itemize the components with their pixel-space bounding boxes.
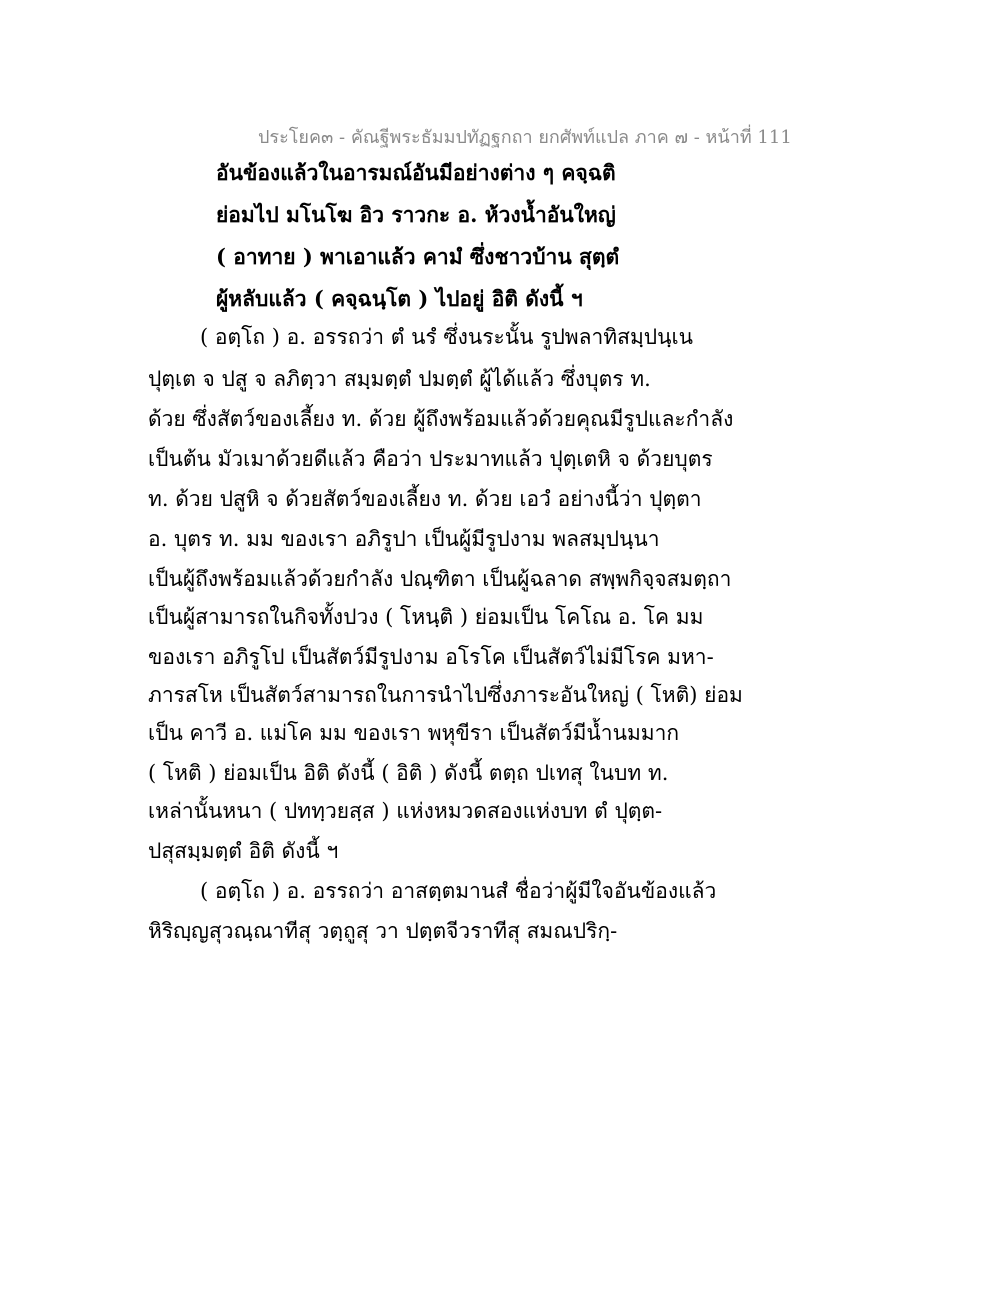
para2-line-2: หิริญฺญสุวณฺณาทีสุ วตฺถูสุ วา ปตฺตจีวราทีสุ สมณปริกฺ- <box>148 919 618 943</box>
body-line-11: เป็น คาวี อ. แม่โค มม ของเรา พหุขีรา เป็นสัตว์มีน้ำนมมาก <box>148 721 680 745</box>
body-line-14: ปสุสมฺมตฺตํ อิติ ดังนี้ ฯ <box>148 839 339 863</box>
body-line-2: ปุตฺเต จ ปสู จ ลภิตฺวา สมฺมตฺตํ ปมตฺตํ ผู้ได้แล้ว ซึ่งบุตร ท. <box>148 367 651 391</box>
bold-line-1: อันข้องแล้วในอารมณ์อันมีอย่างต่าง ๆ คจฺฉติ <box>216 160 616 185</box>
body-line-10: ภารสโห เป็นสัตว์สามารถในการนำไปซึ่งภาระอันใหญ่ ( โหติ) ย่อม <box>148 683 743 707</box>
para2-line-1: ( อตฺโถ ) อ. อรรถว่า อาสตฺตมานสํ ชื่อว่าผู้มีใจอันข้องแล้ว <box>200 879 717 903</box>
page-header: ประโยค๓ - คัณฐีพระธัมมปทัฏฐกถา ยกศัพท์แปล ภาค ๗ - หน้าที่ 111 <box>258 127 792 148</box>
body-line-9: ของเรา อภิรูโป เป็นสัตว์มีรูปงาม อโรโค เป็นสัตว์ไม่มีโรค มหา- <box>148 645 714 669</box>
body-line-3: ด้วย ซึ่งสัตว์ของเลี้ยง ท. ด้วย ผู้ถึงพร้อมแล้วด้วยคุณมีรูปและกำลัง <box>148 407 734 431</box>
bold-line-4: ผู้หลับแล้ว ( คจฺฉนฺโต ) ไปอยู่ อิติ ดังนี้ ฯ <box>216 286 583 311</box>
bold-line-3: ( อาทาย ) พาเอาแล้ว คามํ ซึ่งชาวบ้าน สุตฺตํ <box>216 244 620 269</box>
bold-line-2: ย่อมไป มโนโฆ อิว ราวกะ อ. ห้วงน้ำอันใหญ่ <box>216 202 616 227</box>
body-line-13: เหล่านั้นหนา ( ปททฺวยสฺส ) แห่งหมวดสองแห่งบท ตํ ปุตฺต- <box>148 799 663 823</box>
body-line-6: อ. บุตร ท. มม ของเรา อภิรูปา เป็นผู้มีรูปงาม พลสมฺปนฺนา <box>148 527 660 551</box>
body-line-1: ( อตฺโถ ) อ. อรรถว่า ตํ นรํ ซึ่งนระนั้น รูปพลาทิสมฺปนฺเน <box>200 325 694 349</box>
body-line-12: ( โหติ ) ย่อมเป็น อิติ ดังนี้ ( อิติ ) ดังนี้ ตตฺถ ปเทสุ ในบท ท. <box>148 761 669 785</box>
body-line-7: เป็นผู้ถึงพร้อมแล้วด้วยกำลัง ปณฺฑิตา เป็นผู้ฉลาด สพฺพกิจฺจสมตฺถา <box>148 567 732 591</box>
body-line-5: ท. ด้วย ปสูหิ จ ด้วยสัตว์ของเลี้ยง ท. ด้วย เอวํ อย่างนี้ว่า ปุตฺตา <box>148 487 702 511</box>
body-line-8: เป็นผู้สามารถในกิจทั้งปวง ( โหนฺติ ) ย่อมเป็น โคโณ อ. โค มม <box>148 605 704 629</box>
body-line-4: เป็นต้น มัวเมาด้วยดีแล้ว คือว่า ประมาทแล้ว ปุตฺเตหิ จ ด้วยบุตร <box>148 447 713 471</box>
